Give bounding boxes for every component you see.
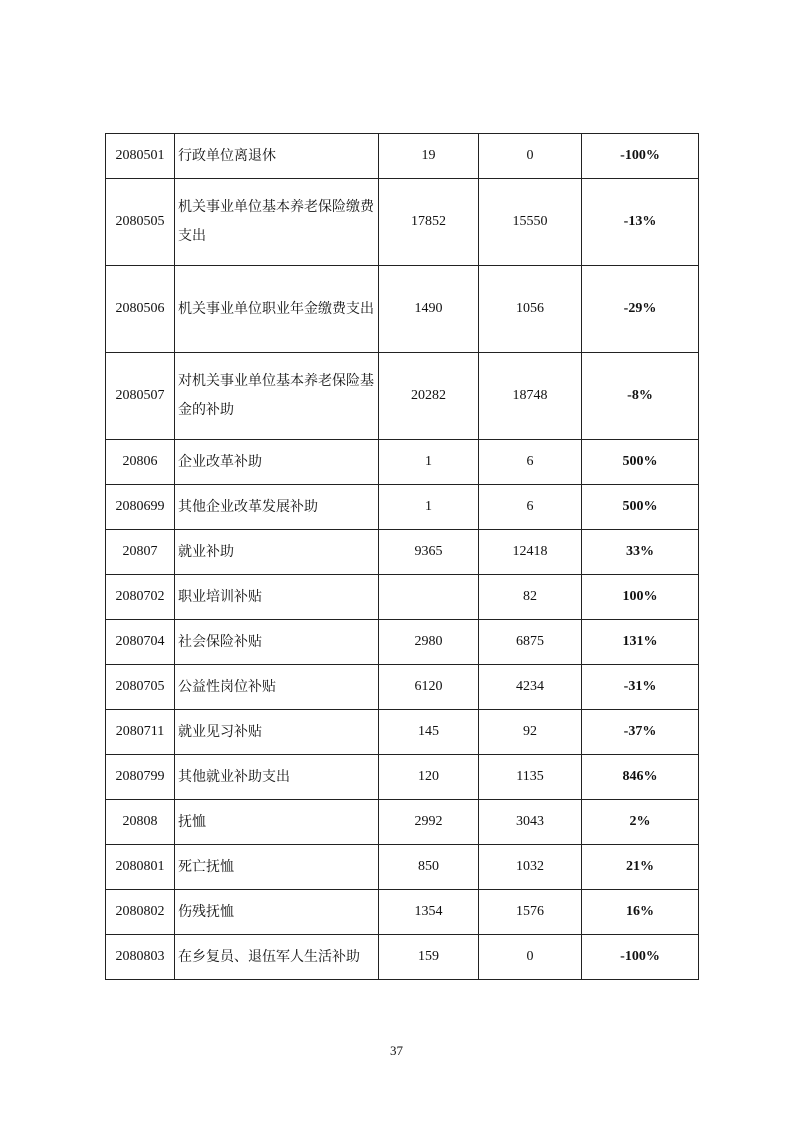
name-cell: 社会保险补贴 <box>175 620 379 665</box>
table-body <box>106 134 699 980</box>
budget-table <box>105 133 699 980</box>
name-cell: 其他企业改革发展补助 <box>175 485 379 530</box>
name-cell: 对机关事业单位基本养老保险基金的补助 <box>175 353 379 440</box>
table-row <box>106 134 699 179</box>
table-row <box>106 935 699 980</box>
table-row <box>106 353 699 440</box>
value-cell-2: 1032 <box>479 845 582 890</box>
table-row <box>106 620 699 665</box>
code-cell: 2080705 <box>106 665 175 710</box>
table-row <box>106 890 699 935</box>
value-cell-2: 92 <box>479 710 582 755</box>
table-row <box>106 266 699 353</box>
change-cell: 846% <box>582 755 699 800</box>
value-cell-1: 1354 <box>379 890 479 935</box>
table-row <box>106 440 699 485</box>
change-cell: 33% <box>582 530 699 575</box>
name-cell: 在乡复员、退伍军人生活补助 <box>175 935 379 980</box>
value-cell-1: 120 <box>379 755 479 800</box>
code-cell: 2080801 <box>106 845 175 890</box>
change-cell: -100% <box>582 935 699 980</box>
table-row <box>106 755 699 800</box>
table-row <box>106 845 699 890</box>
value-cell-1: 145 <box>379 710 479 755</box>
value-cell-2: 0 <box>479 935 582 980</box>
name-cell: 死亡抚恤 <box>175 845 379 890</box>
code-cell: 2080501 <box>106 134 175 179</box>
name-cell: 企业改革补助 <box>175 440 379 485</box>
value-cell-2: 3043 <box>479 800 582 845</box>
change-cell: -37% <box>582 710 699 755</box>
name-cell: 伤残抚恤 <box>175 890 379 935</box>
code-cell: 2080803 <box>106 935 175 980</box>
code-cell: 2080505 <box>106 179 175 266</box>
value-cell-1: 20282 <box>379 353 479 440</box>
change-cell: -13% <box>582 179 699 266</box>
code-cell: 20808 <box>106 800 175 845</box>
name-cell: 行政单位离退休 <box>175 134 379 179</box>
code-cell: 2080802 <box>106 890 175 935</box>
table-row <box>106 665 699 710</box>
value-cell-1: 9365 <box>379 530 479 575</box>
value-cell-2: 1135 <box>479 755 582 800</box>
name-cell: 就业见习补贴 <box>175 710 379 755</box>
code-cell: 2080704 <box>106 620 175 665</box>
page-number: 37 <box>390 1043 403 1058</box>
code-cell: 20806 <box>106 440 175 485</box>
change-cell: 500% <box>582 440 699 485</box>
value-cell-2: 1056 <box>479 266 582 353</box>
value-cell-2: 6 <box>479 440 582 485</box>
name-cell: 机关事业单位职业年金缴费支出 <box>175 266 379 353</box>
value-cell-2: 1576 <box>479 890 582 935</box>
value-cell-1: 1490 <box>379 266 479 353</box>
value-cell-1: 850 <box>379 845 479 890</box>
value-cell-1 <box>379 575 479 620</box>
change-cell: 500% <box>582 485 699 530</box>
value-cell-1: 2992 <box>379 800 479 845</box>
code-cell: 2080799 <box>106 755 175 800</box>
code-cell: 2080711 <box>106 710 175 755</box>
name-cell: 就业补助 <box>175 530 379 575</box>
name-cell: 抚恤 <box>175 800 379 845</box>
name-cell: 机关事业单位基本养老保险缴费支出 <box>175 179 379 266</box>
code-cell: 2080506 <box>106 266 175 353</box>
value-cell-2: 15550 <box>479 179 582 266</box>
value-cell-2: 0 <box>479 134 582 179</box>
change-cell: 16% <box>582 890 699 935</box>
value-cell-1: 159 <box>379 935 479 980</box>
change-cell: 100% <box>582 575 699 620</box>
change-cell: 131% <box>582 620 699 665</box>
value-cell-1: 1 <box>379 440 479 485</box>
change-cell: -100% <box>582 134 699 179</box>
value-cell-2: 6875 <box>479 620 582 665</box>
value-cell-1: 6120 <box>379 665 479 710</box>
change-cell: 21% <box>582 845 699 890</box>
name-cell: 职业培训补贴 <box>175 575 379 620</box>
table-row <box>106 179 699 266</box>
code-cell: 2080699 <box>106 485 175 530</box>
value-cell-2: 4234 <box>479 665 582 710</box>
value-cell-1: 17852 <box>379 179 479 266</box>
table-row <box>106 800 699 845</box>
code-cell: 20807 <box>106 530 175 575</box>
change-cell: -31% <box>582 665 699 710</box>
value-cell-1: 2980 <box>379 620 479 665</box>
table-row <box>106 485 699 530</box>
value-cell-2: 12418 <box>479 530 582 575</box>
change-cell: 2% <box>582 800 699 845</box>
change-cell: -8% <box>582 353 699 440</box>
table-row <box>106 575 699 620</box>
name-cell: 公益性岗位补贴 <box>175 665 379 710</box>
table-row <box>106 710 699 755</box>
value-cell-1: 19 <box>379 134 479 179</box>
name-cell: 其他就业补助支出 <box>175 755 379 800</box>
value-cell-2: 82 <box>479 575 582 620</box>
change-cell: -29% <box>582 266 699 353</box>
value-cell-2: 6 <box>479 485 582 530</box>
table-row <box>106 530 699 575</box>
code-cell: 2080702 <box>106 575 175 620</box>
code-cell: 2080507 <box>106 353 175 440</box>
value-cell-1: 1 <box>379 485 479 530</box>
value-cell-2: 18748 <box>479 353 582 440</box>
